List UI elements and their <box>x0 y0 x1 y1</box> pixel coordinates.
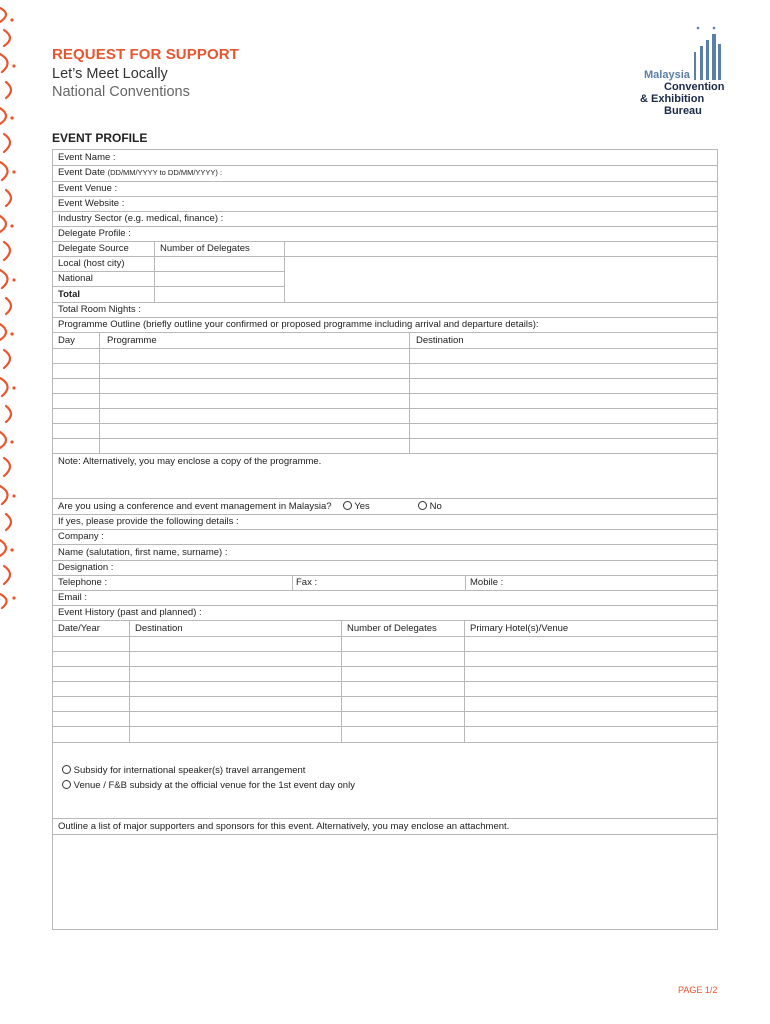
history-destination-header: Destination <box>135 623 183 634</box>
yes-label: Yes <box>354 501 370 512</box>
name-label: Name (salutation, first name, surname) : <box>58 547 228 558</box>
mycEB-logo <box>640 26 740 121</box>
history-hotel-header: Primary Hotel(s)/Venue <box>470 623 569 634</box>
logo-dots-icon <box>684 26 724 82</box>
programme-outline-label: Programme Outline (briefly outline your confirmed or proposed programme including arrival and departure details): <box>58 319 539 330</box>
programme-day-header: Day <box>58 335 75 346</box>
designation-label: Designation : <box>58 562 114 573</box>
delegate-row-local: Local (host city) <box>58 258 125 269</box>
company-label: Company : <box>58 531 104 542</box>
number-of-delegates-header: Number of Delegates <box>160 243 250 254</box>
fax-label: Fax : <box>296 577 318 588</box>
form-subtitle: Let’s Meet Locally <box>52 66 168 82</box>
mobile-label: Mobile : <box>470 577 504 588</box>
event-date-format: (DD/MM/YYYY to DD/MM/YYYY) : <box>107 168 223 177</box>
delegate-row-total: Total <box>58 289 80 300</box>
delegate-source-header: Delegate Source <box>58 243 129 254</box>
decorative-pattern <box>0 0 18 612</box>
subsidy-option-venue <box>62 780 355 792</box>
event-date-label-text: Event Date <box>58 167 105 178</box>
yes-radio[interactable] <box>343 501 352 510</box>
programme-programme-header: Programme <box>107 335 157 346</box>
logo-text-convention: Convention <box>664 81 725 93</box>
logo-text-exhibition: & Exhibition <box>640 93 705 105</box>
event-venue-label: Event Venue : <box>58 183 118 194</box>
logo-text-bureau: Bureau <box>664 105 702 117</box>
event-website-label: Event Website : <box>58 198 125 209</box>
delegate-row-national: National <box>58 273 93 284</box>
event-date-label <box>58 167 222 179</box>
if-yes-label: If yes, please provide the following details : <box>58 516 239 527</box>
event-name-label: Event Name : <box>58 152 116 163</box>
logo-text-malaysia: Malaysia <box>644 69 690 81</box>
page-number: PAGE 1/2 <box>678 985 718 995</box>
supporters-label: Outline a list of major supporters and sponsors for this event. Alternatively, you may enclose an attachment. <box>58 821 510 832</box>
room-nights-label: Total Room Nights : <box>58 304 141 315</box>
subsidy-venue-label: Venue / F&B subsidy at the official venue for the 1st event day only <box>73 780 355 791</box>
programme-destination-header: Destination <box>416 335 464 346</box>
header <box>52 46 239 100</box>
section-title: EVENT PROFILE <box>52 131 148 145</box>
programme-note: Note: Alternatively, you may enclose a copy of the programme. <box>58 456 322 467</box>
history-date-header: Date/Year <box>58 623 100 634</box>
management-question <box>58 501 370 513</box>
history-delegates-header: Number of Delegates <box>347 623 437 634</box>
event-history-label: Event History (past and planned) : <box>58 607 202 618</box>
subsidy-speaker-radio[interactable] <box>62 765 71 774</box>
delegate-profile-label: Delegate Profile : <box>58 228 131 239</box>
no-radio[interactable] <box>418 501 427 510</box>
subsidy-option-speaker <box>62 765 305 777</box>
no-option <box>418 501 442 513</box>
management-question-text: Are you using a conference and event management in Malaysia? <box>58 501 332 512</box>
subsidy-venue-radio[interactable] <box>62 780 71 789</box>
subsidy-speaker-label: Subsidy for international speaker(s) travel arrangement <box>73 765 306 776</box>
industry-sector-label: Industry Sector (e.g. medical, finance) : <box>58 213 224 224</box>
form-subtitle-2: National Conventions <box>52 84 190 100</box>
email-label: Email : <box>58 592 88 603</box>
no-label: No <box>429 501 442 512</box>
form-title: REQUEST FOR SUPPORT <box>52 46 239 63</box>
telephone-label: Telephone : <box>58 577 108 588</box>
